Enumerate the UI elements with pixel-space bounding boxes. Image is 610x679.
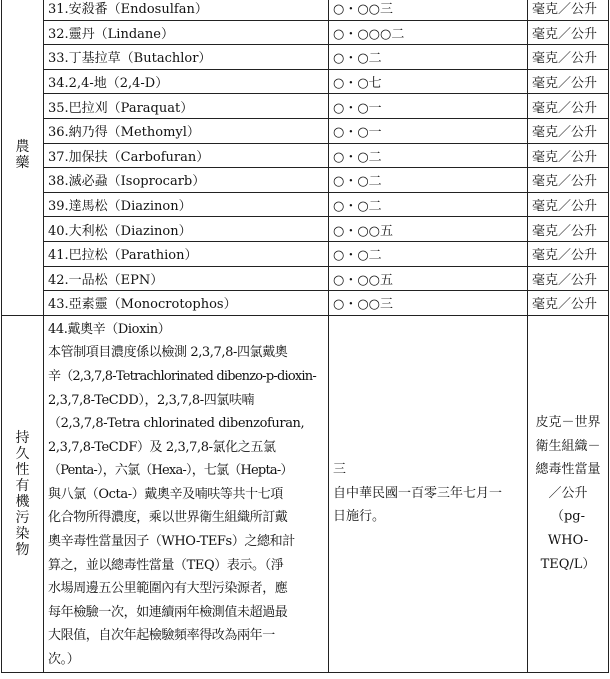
dioxin-row — [2, 315, 609, 672]
effective-date-line: 日施行。 — [333, 509, 386, 525]
unit-cell: 毫克／公升 — [528, 217, 609, 242]
item-cell: 32.靈丹（Lindane） — [44, 20, 329, 45]
unit-cell: 毫克／公升 — [528, 45, 609, 70]
limit-value-cell: ○・○一 — [329, 94, 528, 119]
limit-value-cell: ○・○○五 — [329, 217, 528, 242]
item-cell: 31.安殺番（Endosulfan） — [44, 0, 329, 20]
table-row — [2, 143, 609, 168]
table-row — [2, 118, 609, 143]
item-cell: 33.丁基拉草（Butachlor） — [44, 45, 329, 70]
limit-value-cell: ○・○二 — [329, 168, 528, 193]
unit-cell: 毫克／公升 — [528, 266, 609, 291]
unit-cell: 毫克／公升 — [528, 291, 609, 316]
dioxin-description-line: 大限值，自次年起檢驗頻率得改為兩年一 — [48, 628, 275, 644]
unit-cell: 毫克／公升 — [528, 118, 609, 143]
table-row — [2, 217, 609, 242]
item-cell: 37.加保扶（Carbofuran） — [44, 143, 329, 168]
limit-value-cell: ○・○二 — [329, 45, 528, 70]
unit-cell: 毫克／公升 — [528, 94, 609, 119]
unit-cell: 毫克／公升 — [528, 69, 609, 94]
dioxin-description-line: 辛（2,3,7,8-Tetrachlorinated dibenzo-p-dioxin- — [48, 368, 316, 384]
dioxin-description-line: 化合物所得濃度，乘以世界衛生組織所訂戴 — [48, 510, 288, 526]
unit-line: 皮克－世界 — [535, 415, 601, 431]
dioxin-description-line: 水場周邊五公里範圍內有大型污染源者，應 — [48, 581, 288, 597]
category-label: 農藥 — [15, 139, 30, 172]
dioxin-description-line: 2,3,7,8-TeCDD），2,3,7,8-四氯呋喃 — [48, 392, 255, 408]
dioxin-value-cell — [329, 315, 528, 672]
item-cell: 39.達馬松（Diazinon） — [44, 192, 329, 217]
dioxin-unit-cell — [528, 315, 609, 672]
limit-value-cell: ○・○○三 — [329, 0, 528, 20]
table-row — [2, 0, 609, 20]
dioxin-description-line: 次。） — [48, 652, 80, 668]
dioxin-description-line: 與八氯（Octa-）戴奧辛及喃呋等共十七項 — [48, 486, 283, 502]
dioxin-description-line: （2,3,7,8-Tetra chlorinated dibenzofuran, — [48, 416, 305, 432]
item-cell: 42.一品松（EPN） — [44, 266, 329, 291]
table-row — [2, 291, 609, 316]
table-row — [2, 69, 609, 94]
dioxin-description-line: 本管制項目濃度係以檢測 2,3,7,8-四氯戴奧 — [48, 345, 288, 361]
limit-value-cell: ○・○二 — [329, 192, 528, 217]
table-row — [2, 192, 609, 217]
limit-value-cell: ○・○二 — [329, 143, 528, 168]
table-row — [2, 241, 609, 266]
dioxin-description-line: 奧辛毒性當量因子（WHO-TEFs）之總和計 — [48, 534, 295, 550]
unit-line: ／公升 — [548, 485, 588, 501]
limit-value-cell: ○・○七 — [329, 69, 528, 94]
unit-line: （pg-WHO- — [547, 509, 589, 549]
category-cell — [2, 0, 44, 315]
dioxin-description-cell — [44, 315, 329, 672]
unit-cell: 毫克／公升 — [528, 168, 609, 193]
limit-value-cell: ○・○○○二 — [329, 20, 528, 45]
dioxin-limit-value: 三 — [333, 462, 347, 478]
dioxin-description-line: 每年檢驗一次，如連續兩年檢測值未超過最 — [48, 604, 288, 620]
limit-value-cell: ○・○一 — [329, 118, 528, 143]
item-cell: 40.大利松（Diazinon） — [44, 217, 329, 242]
unit-line: 總毒性當量 — [535, 462, 601, 478]
table-row — [2, 168, 609, 193]
limit-value-cell: ○・○二 — [329, 241, 528, 266]
unit-cell: 毫克／公升 — [528, 20, 609, 45]
unit-line: 衛生組織－ — [535, 438, 601, 454]
unit-cell: 毫克／公升 — [528, 0, 609, 20]
dioxin-description-line: 2,3,7,8-TeCDF）及 2,3,7,8-氯化之五氯 — [48, 439, 276, 455]
dioxin-title: 44.戴奧辛（Dioxin） — [48, 321, 171, 337]
limit-value-cell: ○・○○三 — [329, 291, 528, 316]
table-row — [2, 94, 609, 119]
item-cell: 41.巴拉松（Parathion） — [44, 241, 329, 266]
item-cell: 36.納乃得（Methomyl） — [44, 118, 329, 143]
category-label: 持久性有機污染物 — [15, 429, 30, 558]
dioxin-description-line: 算之，並以總毒性當量（TEQ）表示。（淨 — [48, 557, 284, 573]
table-row — [2, 45, 609, 70]
table-row — [2, 266, 609, 291]
dioxin-description-line: （Penta-），六氯（Hexa-），七氯（Hepta-） — [48, 463, 293, 479]
table-row — [2, 20, 609, 45]
unit-line: TEQ/L） — [540, 556, 596, 572]
item-cell: 43.亞素靈（Monocrotophos） — [44, 291, 329, 316]
category-cell — [2, 315, 44, 672]
item-cell: 35.巴拉刈（Paraquat） — [44, 94, 329, 119]
unit-cell: 毫克／公升 — [528, 192, 609, 217]
item-cell: 34.2,4-地（2,4-D） — [44, 69, 329, 94]
unit-cell: 毫克／公升 — [528, 241, 609, 266]
regulation-table — [1, 0, 609, 673]
unit-cell: 毫克／公升 — [528, 143, 609, 168]
effective-date-line: 自中華民國一百零三年七月一 — [333, 485, 503, 501]
item-cell: 38.滅必蝨（Isoprocarb） — [44, 168, 329, 193]
limit-value-cell: ○・○○五 — [329, 266, 528, 291]
